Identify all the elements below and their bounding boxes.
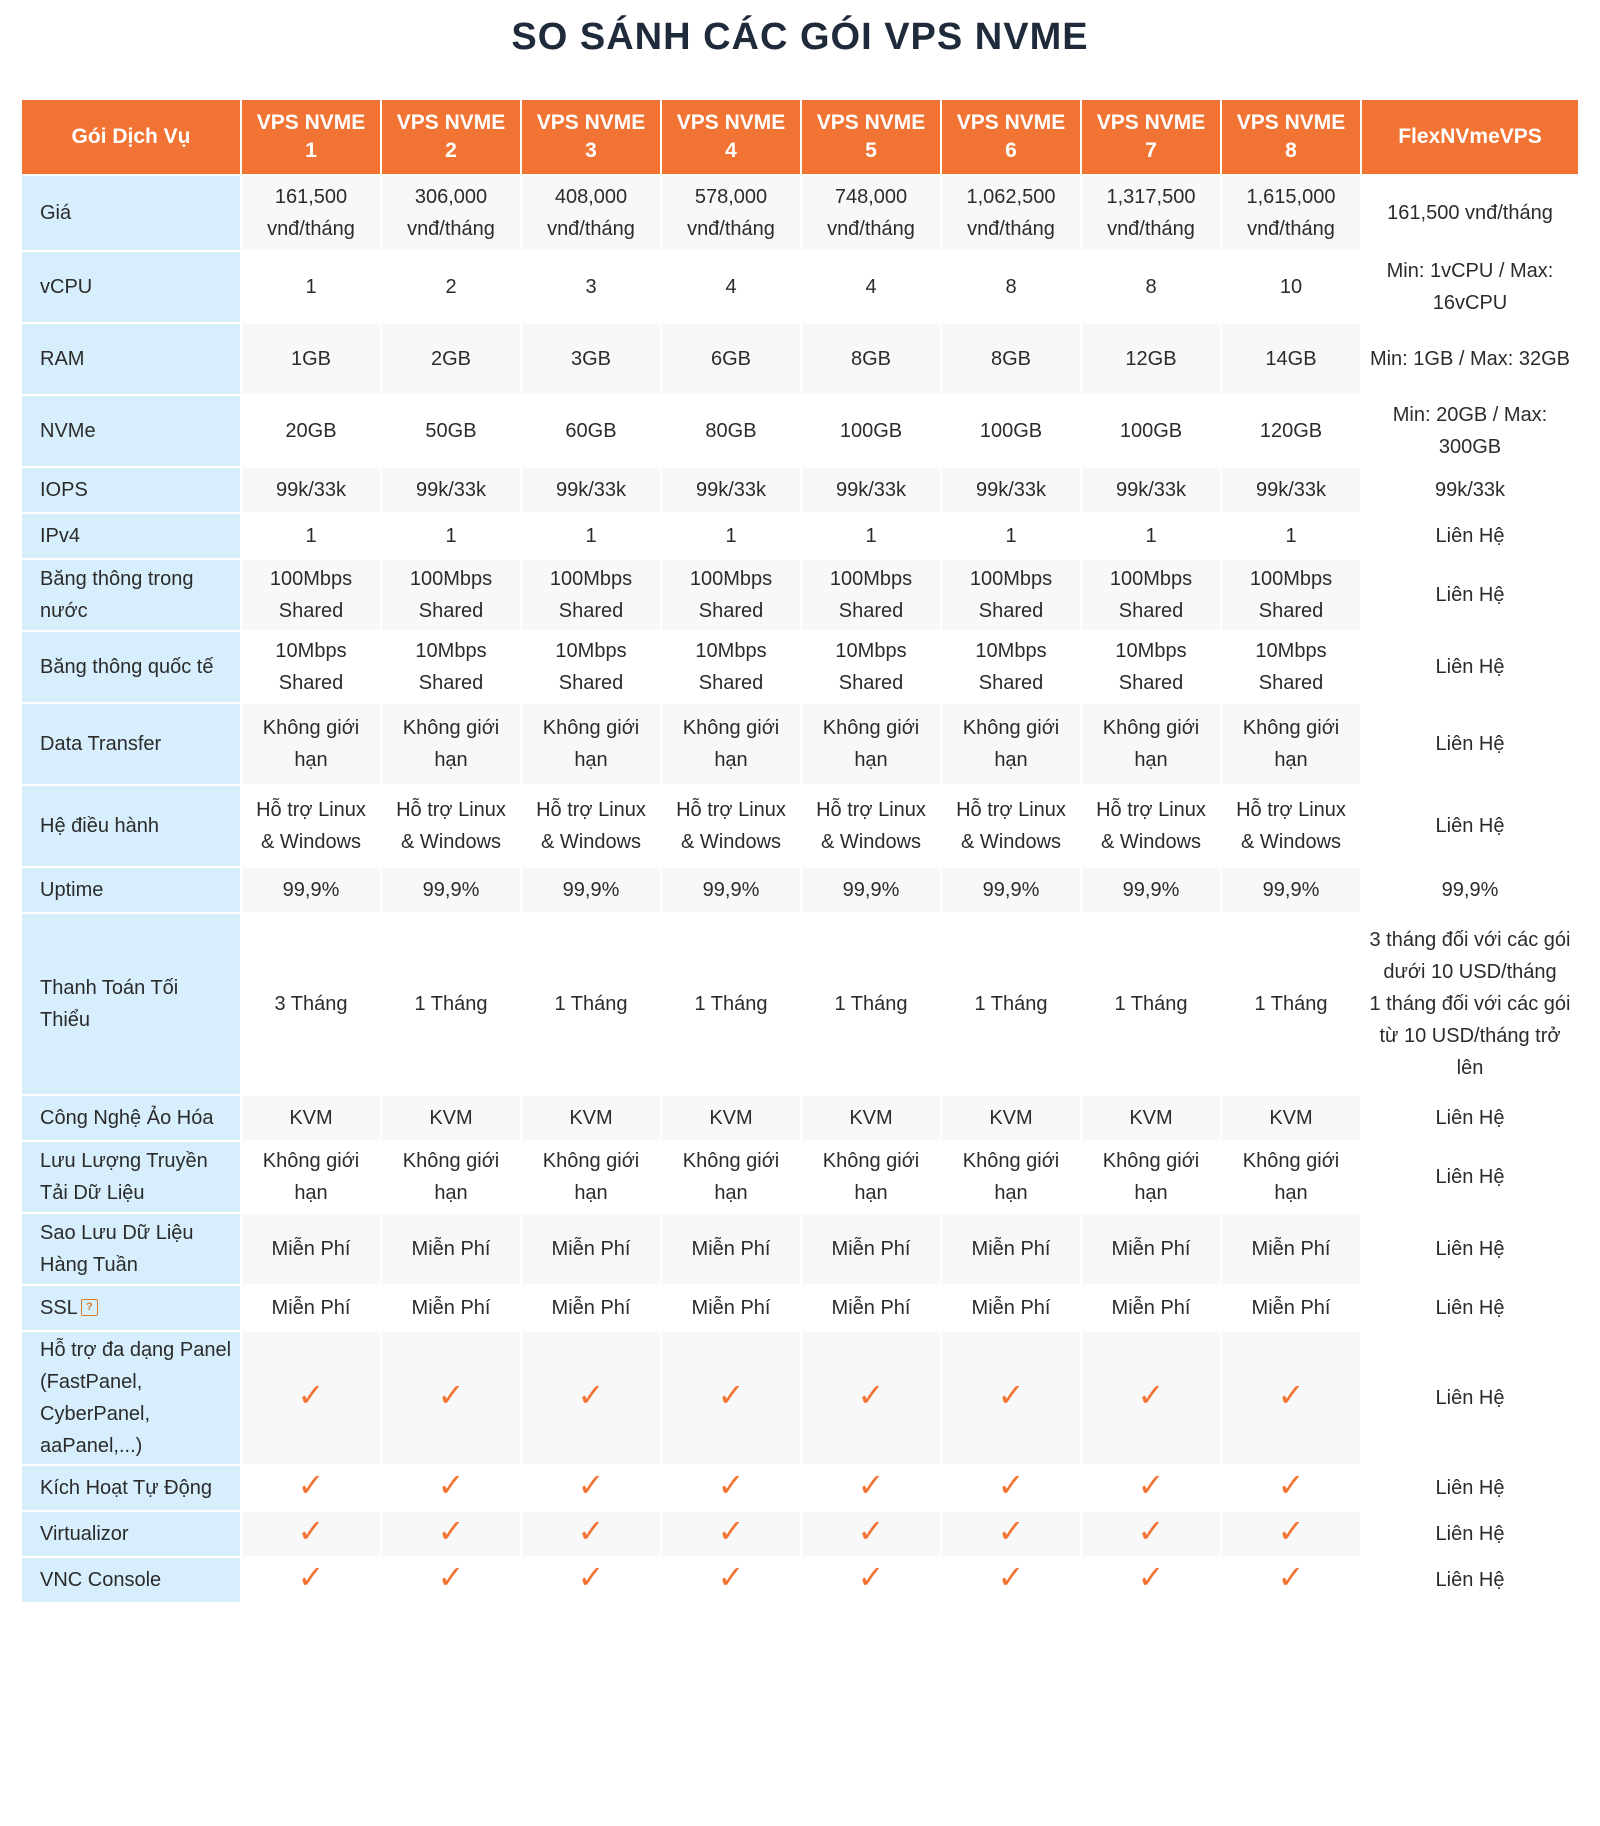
- checkmark-icon: ✓: [857, 1467, 885, 1503]
- table-cell: KVM: [661, 1095, 801, 1141]
- table-cell: 1: [941, 513, 1081, 559]
- table-cell: 10: [1221, 251, 1361, 323]
- row-label: [21, 175, 241, 251]
- table-cell: Không giới hạn: [381, 703, 521, 785]
- table-cell: 14GB: [1221, 323, 1361, 395]
- row-label-text: Sao Lưu Dữ Liệu Hàng Tuần: [40, 1222, 194, 1276]
- table-cell: Min: 1GB / Max: 32GB: [1361, 323, 1579, 395]
- table-cell: 2: [381, 251, 521, 323]
- table-cell: [521, 1465, 661, 1511]
- checkmark-icon: ✓: [437, 1377, 465, 1413]
- checkmark-icon: ✓: [1137, 1467, 1165, 1503]
- table-cell: 408,000 vnđ/tháng: [521, 175, 661, 251]
- table-cell: 1: [381, 513, 521, 559]
- table-cell: Hỗ trợ Linux & Windows: [1081, 785, 1221, 867]
- table-cell: 306,000 vnđ/tháng: [381, 175, 521, 251]
- checkmark-icon: ✓: [717, 1377, 745, 1413]
- table-cell: 1 Tháng: [661, 913, 801, 1095]
- table-cell: Hỗ trợ Linux & Windows: [801, 785, 941, 867]
- table-cell: [241, 1465, 381, 1511]
- table-cell: [1221, 1557, 1361, 1603]
- table-cell: [381, 1465, 521, 1511]
- row-label: [21, 1331, 241, 1465]
- header-row: [21, 99, 1579, 175]
- table-row: [21, 323, 1579, 395]
- table-row: [21, 785, 1579, 867]
- table-cell: 3: [521, 251, 661, 323]
- table-body: [21, 175, 1579, 1603]
- table-cell: Hỗ trợ Linux & Windows: [661, 785, 801, 867]
- table-cell: 3 Tháng: [241, 913, 381, 1095]
- table-cell: 100Mbps Shared: [1081, 559, 1221, 631]
- checkmark-icon: ✓: [577, 1513, 605, 1549]
- table-cell: Min: 20GB / Max: 300GB: [1361, 395, 1579, 467]
- table-cell: 1: [241, 251, 381, 323]
- table-cell: [661, 1331, 801, 1465]
- table-cell: Không giới hạn: [801, 1141, 941, 1213]
- table-cell: 8GB: [801, 323, 941, 395]
- row-label-text: Kích Hoạt Tự Động: [40, 1477, 212, 1499]
- table-cell: Không giới hạn: [241, 703, 381, 785]
- table-cell: 80GB: [661, 395, 801, 467]
- table-row: [21, 1141, 1579, 1213]
- table-cell: 99,9%: [661, 867, 801, 913]
- table-cell: 100GB: [1081, 395, 1221, 467]
- table-cell: [801, 1331, 941, 1465]
- table-cell: [1221, 1511, 1361, 1557]
- table-cell: Liên Hệ: [1361, 559, 1579, 631]
- table-cell: 100Mbps Shared: [381, 559, 521, 631]
- row-label-text: IOPS: [40, 479, 88, 501]
- table-cell: KVM: [381, 1095, 521, 1141]
- row-label-text: RAM: [40, 348, 85, 370]
- row-label: [21, 323, 241, 395]
- table-row: [21, 1557, 1579, 1603]
- row-label: [21, 867, 241, 913]
- row-label-text: Thanh Toán Tối Thiểu: [40, 977, 179, 1031]
- checkmark-icon: ✓: [857, 1377, 885, 1413]
- row-label: [21, 467, 241, 513]
- table-row: [21, 467, 1579, 513]
- header-plan-5: VPS NVME 5: [801, 99, 941, 175]
- table-cell: 99,9%: [381, 867, 521, 913]
- table-cell: 100Mbps Shared: [661, 559, 801, 631]
- table-cell: Liên Hệ: [1361, 1557, 1579, 1603]
- table-cell: KVM: [941, 1095, 1081, 1141]
- header-plan-1: VPS NVME 1: [241, 99, 381, 175]
- table-cell: 10Mbps Shared: [941, 631, 1081, 703]
- table-cell: [941, 1331, 1081, 1465]
- table-cell: 10Mbps Shared: [381, 631, 521, 703]
- row-label-text: Virtualizor: [40, 1523, 129, 1545]
- table-cell: [661, 1557, 801, 1603]
- row-label: [21, 785, 241, 867]
- table-header: [21, 99, 1579, 175]
- table-cell: [1081, 1557, 1221, 1603]
- table-cell: Miễn Phí: [241, 1213, 381, 1285]
- checkmark-icon: ✓: [717, 1559, 745, 1595]
- table-cell: 1: [801, 513, 941, 559]
- table-cell: 100Mbps Shared: [941, 559, 1081, 631]
- table-cell: KVM: [1221, 1095, 1361, 1141]
- table-row: [21, 559, 1579, 631]
- table-cell: Liên Hệ: [1361, 1141, 1579, 1213]
- table-cell: Liên Hệ: [1361, 703, 1579, 785]
- checkmark-icon: ✓: [437, 1467, 465, 1503]
- table-cell: Liên Hệ: [1361, 785, 1579, 867]
- row-label: [21, 913, 241, 1095]
- table-cell: Không giới hạn: [661, 703, 801, 785]
- row-label: [21, 703, 241, 785]
- table-cell: 8GB: [941, 323, 1081, 395]
- table-cell: [241, 1557, 381, 1603]
- table-row: [21, 703, 1579, 785]
- table-cell: [1221, 1465, 1361, 1511]
- row-label-text: Băng thông quốc tế: [40, 656, 214, 678]
- table-row: [21, 867, 1579, 913]
- checkmark-icon: ✓: [1277, 1559, 1305, 1595]
- table-cell: Không giới hạn: [1221, 1141, 1361, 1213]
- checkmark-icon: ✓: [577, 1467, 605, 1503]
- table-cell: Không giới hạn: [521, 703, 661, 785]
- table-cell: [941, 1511, 1081, 1557]
- row-label-text: Giá: [40, 202, 72, 224]
- table-cell: 1 Tháng: [1221, 913, 1361, 1095]
- table-cell: 1 Tháng: [521, 913, 661, 1095]
- page-title: SO SÁNH CÁC GÓI VPS NVME: [511, 16, 1089, 58]
- table-cell: [521, 1331, 661, 1465]
- table-cell: 10Mbps Shared: [1221, 631, 1361, 703]
- table-cell: 10Mbps Shared: [1081, 631, 1221, 703]
- table-cell: Hỗ trợ Linux & Windows: [241, 785, 381, 867]
- row-label-text: Băng thông trong nước: [40, 568, 194, 622]
- table-cell: Miễn Phí: [941, 1213, 1081, 1285]
- table-cell: Không giới hạn: [941, 1141, 1081, 1213]
- table-cell: KVM: [241, 1095, 381, 1141]
- row-label-text: IPv4: [40, 525, 81, 547]
- checkmark-icon: ✓: [717, 1513, 745, 1549]
- table-cell: Không giới hạn: [1081, 1141, 1221, 1213]
- row-label: [21, 251, 241, 323]
- row-label-text: vCPU: [40, 276, 93, 298]
- checkmark-icon: ✓: [997, 1467, 1025, 1503]
- checkmark-icon: ✓: [297, 1377, 325, 1413]
- row-label: [21, 1213, 241, 1285]
- table-cell: 3GB: [521, 323, 661, 395]
- row-label: [21, 1557, 241, 1603]
- row-label-text: Lưu Lượng Truyền Tải Dữ Liệu: [40, 1150, 208, 1204]
- table-cell: Không giới hạn: [1221, 703, 1361, 785]
- table-cell: [1221, 1331, 1361, 1465]
- table-cell: 1,615,000 vnđ/tháng: [1221, 175, 1361, 251]
- table-cell: 12GB: [1081, 323, 1221, 395]
- table-cell: Liên Hệ: [1361, 1465, 1579, 1511]
- row-label: [21, 1095, 241, 1141]
- row-label: [21, 1465, 241, 1511]
- table-cell: Hỗ trợ Linux & Windows: [941, 785, 1081, 867]
- row-label: [21, 1285, 241, 1331]
- table-cell: 161,500 vnđ/tháng: [1361, 175, 1579, 251]
- table-cell: Miễn Phí: [381, 1285, 521, 1331]
- row-label: [21, 559, 241, 631]
- table-cell: 99,9%: [1081, 867, 1221, 913]
- table-row: [21, 1465, 1579, 1511]
- table-row: [21, 631, 1579, 703]
- table-cell: 99k/33k: [801, 467, 941, 513]
- table-cell: Không giới hạn: [381, 1141, 521, 1213]
- table-cell: Không giới hạn: [1081, 703, 1221, 785]
- table-cell: 1: [521, 513, 661, 559]
- table-cell: 1: [1221, 513, 1361, 559]
- table-cell: Miễn Phí: [1081, 1285, 1221, 1331]
- table-cell: 748,000 vnđ/tháng: [801, 175, 941, 251]
- checkmark-icon: ✓: [297, 1513, 325, 1549]
- checkmark-icon: ✓: [717, 1467, 745, 1503]
- table-cell: [521, 1557, 661, 1603]
- row-label: [21, 513, 241, 559]
- table-cell: [661, 1465, 801, 1511]
- row-label-text: Data Transfer: [40, 733, 162, 755]
- table-cell: [1081, 1331, 1221, 1465]
- table-cell: 99k/33k: [661, 467, 801, 513]
- table-cell: Miễn Phí: [941, 1285, 1081, 1331]
- table-cell: Miễn Phí: [801, 1213, 941, 1285]
- table-row: [21, 175, 1579, 251]
- table-cell: 1: [661, 513, 801, 559]
- table-cell: [381, 1511, 521, 1557]
- table-cell: Min: 1vCPU / Max: 16vCPU: [1361, 251, 1579, 323]
- table-cell: 99,9%: [801, 867, 941, 913]
- table-cell: 1: [241, 513, 381, 559]
- table-cell: KVM: [521, 1095, 661, 1141]
- cell-line: 1 tháng đối với các gói từ 10 USD/tháng trở lên: [1369, 993, 1571, 1079]
- table-cell: Miễn Phí: [1221, 1285, 1361, 1331]
- checkmark-icon: ✓: [1277, 1377, 1305, 1413]
- table-cell: Miễn Phí: [1081, 1213, 1221, 1285]
- header-plan-3: VPS NVME 3: [521, 99, 661, 175]
- checkmark-icon: ✓: [437, 1559, 465, 1595]
- checkmark-icon: ✓: [857, 1513, 885, 1549]
- table-cell: 578,000 vnđ/tháng: [661, 175, 801, 251]
- table-cell: 6GB: [661, 323, 801, 395]
- table-cell: 1,062,500 vnđ/tháng: [941, 175, 1081, 251]
- row-label: [21, 631, 241, 703]
- checkmark-icon: ✓: [1137, 1377, 1165, 1413]
- table-cell: 60GB: [521, 395, 661, 467]
- checkmark-icon: ✓: [577, 1559, 605, 1595]
- table-cell: 100GB: [941, 395, 1081, 467]
- table-cell: [381, 1331, 521, 1465]
- table-cell: [801, 1511, 941, 1557]
- checkmark-icon: ✓: [857, 1559, 885, 1595]
- table-cell: Không giới hạn: [241, 1141, 381, 1213]
- checkmark-icon: ✓: [1277, 1467, 1305, 1503]
- checkmark-icon: ✓: [577, 1377, 605, 1413]
- table-cell: Liên Hệ: [1361, 1331, 1579, 1465]
- table-cell: [1081, 1511, 1221, 1557]
- row-label: [21, 1141, 241, 1213]
- table-cell: 8: [1081, 251, 1221, 323]
- table-row: [21, 1511, 1579, 1557]
- help-icon[interactable]: ?: [81, 1299, 98, 1316]
- table-cell: 161,500 vnđ/tháng: [241, 175, 381, 251]
- table-cell: 100Mbps Shared: [241, 559, 381, 631]
- table-cell: 120GB: [1221, 395, 1361, 467]
- table-cell: Không giới hạn: [521, 1141, 661, 1213]
- table-cell: [1361, 913, 1579, 1095]
- table-cell: 1 Tháng: [381, 913, 521, 1095]
- table-cell: 99,9%: [1221, 867, 1361, 913]
- table-row: [21, 1331, 1579, 1465]
- table-cell: 10Mbps Shared: [521, 631, 661, 703]
- row-label: [21, 1511, 241, 1557]
- table-cell: [241, 1511, 381, 1557]
- table-cell: 4: [801, 251, 941, 323]
- checkmark-icon: ✓: [1137, 1559, 1165, 1595]
- table-cell: 1: [1081, 513, 1221, 559]
- header-service-column: Gói Dịch Vụ: [21, 99, 241, 175]
- row-label-text: NVMe: [40, 420, 96, 442]
- table-cell: Miễn Phí: [801, 1285, 941, 1331]
- checkmark-icon: ✓: [1277, 1513, 1305, 1549]
- table-cell: [801, 1465, 941, 1511]
- table-cell: 99k/33k: [381, 467, 521, 513]
- checkmark-icon: ✓: [997, 1513, 1025, 1549]
- row-label: [21, 395, 241, 467]
- table-cell: Hỗ trợ Linux & Windows: [381, 785, 521, 867]
- table-cell: Miễn Phí: [1221, 1213, 1361, 1285]
- table-cell: KVM: [801, 1095, 941, 1141]
- table-cell: Miễn Phí: [381, 1213, 521, 1285]
- table-cell: 99,9%: [1361, 867, 1579, 913]
- table-cell: 99k/33k: [941, 467, 1081, 513]
- table-cell: [521, 1511, 661, 1557]
- row-label-text: VNC Console: [40, 1569, 162, 1591]
- table-cell: [661, 1511, 801, 1557]
- table-cell: 10Mbps Shared: [801, 631, 941, 703]
- checkmark-icon: ✓: [997, 1377, 1025, 1413]
- table-cell: 1GB: [241, 323, 381, 395]
- table-cell: Liên Hệ: [1361, 1285, 1579, 1331]
- table-row: [21, 251, 1579, 323]
- table-cell: 100Mbps Shared: [521, 559, 661, 631]
- table-cell: 50GB: [381, 395, 521, 467]
- table-cell: Miễn Phí: [521, 1213, 661, 1285]
- table-cell: 100GB: [801, 395, 941, 467]
- table-cell: 1 Tháng: [801, 913, 941, 1095]
- table-cell: Liên Hệ: [1361, 1511, 1579, 1557]
- checkmark-icon: ✓: [1137, 1513, 1165, 1549]
- table-row: [21, 1095, 1579, 1141]
- table-row: [21, 513, 1579, 559]
- table-cell: 99,9%: [941, 867, 1081, 913]
- table-row: [21, 1285, 1579, 1331]
- row-label-text: SSL: [40, 1297, 78, 1319]
- table-row: [21, 395, 1579, 467]
- table-cell: 99k/33k: [1081, 467, 1221, 513]
- table-cell: 8: [941, 251, 1081, 323]
- table-cell: Liên Hệ: [1361, 1095, 1579, 1141]
- checkmark-icon: ✓: [297, 1559, 325, 1595]
- table-cell: 100Mbps Shared: [1221, 559, 1361, 631]
- table-cell: 2GB: [381, 323, 521, 395]
- row-label-text: Công Nghệ Ảo Hóa: [40, 1107, 214, 1129]
- table-cell: Liên Hệ: [1361, 513, 1579, 559]
- table-cell: Không giới hạn: [661, 1141, 801, 1213]
- row-label-text: Hỗ trợ đa dạng Panel (FastPanel, CyberPanel, aaPanel,...): [40, 1339, 232, 1457]
- table-cell: [381, 1557, 521, 1603]
- checkmark-icon: ✓: [997, 1559, 1025, 1595]
- table-cell: Miễn Phí: [521, 1285, 661, 1331]
- table-cell: [1081, 1465, 1221, 1511]
- table-cell: Hỗ trợ Linux & Windows: [521, 785, 661, 867]
- table-cell: [941, 1557, 1081, 1603]
- row-label-text: Uptime: [40, 879, 104, 901]
- table-cell: KVM: [1081, 1095, 1221, 1141]
- header-plan-8: VPS NVME 8: [1221, 99, 1361, 175]
- header-plan-2: VPS NVME 2: [381, 99, 521, 175]
- table-cell: 10Mbps Shared: [241, 631, 381, 703]
- table-cell: 99k/33k: [241, 467, 381, 513]
- table-cell: 99k/33k: [1221, 467, 1361, 513]
- table-cell: Miễn Phí: [661, 1213, 801, 1285]
- table-cell: Không giới hạn: [801, 703, 941, 785]
- header-plan-7: VPS NVME 7: [1081, 99, 1221, 175]
- table-cell: 99k/33k: [521, 467, 661, 513]
- header-plan-6: VPS NVME 6: [941, 99, 1081, 175]
- table-row: [21, 1213, 1579, 1285]
- table-cell: Miễn Phí: [661, 1285, 801, 1331]
- table-cell: 1 Tháng: [941, 913, 1081, 1095]
- table-cell: 100Mbps Shared: [801, 559, 941, 631]
- table-cell: 4: [661, 251, 801, 323]
- table-cell: [801, 1557, 941, 1603]
- table-cell: 99k/33k: [1361, 467, 1579, 513]
- checkmark-icon: ✓: [297, 1467, 325, 1503]
- cell-line: 3 tháng đối với các gói dưới 10 USD/tháng: [1369, 929, 1571, 983]
- table-cell: 99,9%: [241, 867, 381, 913]
- table-cell: 99,9%: [521, 867, 661, 913]
- table-cell: Liên Hệ: [1361, 631, 1579, 703]
- table-cell: Không giới hạn: [941, 703, 1081, 785]
- header-plan-4: VPS NVME 4: [661, 99, 801, 175]
- table-cell: 10Mbps Shared: [661, 631, 801, 703]
- row-label-text: Hệ điều hành: [40, 815, 159, 837]
- table-cell: 1 Tháng: [1081, 913, 1221, 1095]
- header-plan-9: FlexNVmeVPS: [1361, 99, 1579, 175]
- table-cell: [941, 1465, 1081, 1511]
- table-cell: Miễn Phí: [241, 1285, 381, 1331]
- table-row: [21, 913, 1579, 1095]
- table-cell: 1,317,500 vnđ/tháng: [1081, 175, 1221, 251]
- table-cell: [241, 1331, 381, 1465]
- table-cell: 20GB: [241, 395, 381, 467]
- table-cell: Hỗ trợ Linux & Windows: [1221, 785, 1361, 867]
- table-cell: Liên Hệ: [1361, 1213, 1579, 1285]
- checkmark-icon: ✓: [437, 1513, 465, 1549]
- comparison-table: [20, 98, 1580, 1604]
